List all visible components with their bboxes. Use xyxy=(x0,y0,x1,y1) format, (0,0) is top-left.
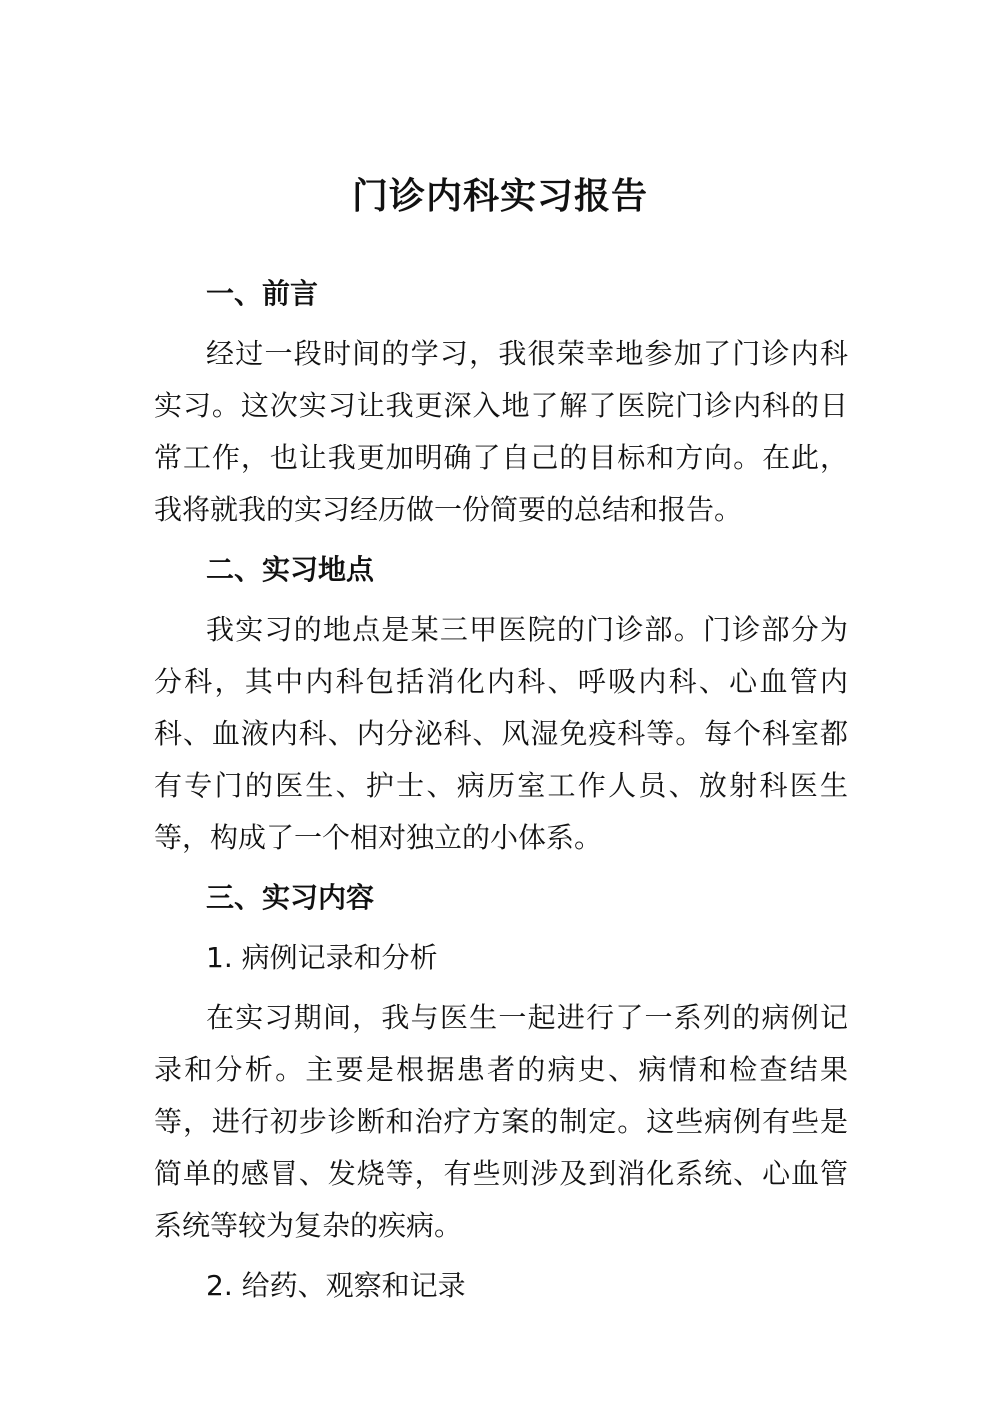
document-title: 门诊内科实习报告 xyxy=(351,176,648,218)
paragraph-case-records: 在实习期间，我与医生一起进行了一系列的病例记录和分析。主要是根据患者的病史、病情和检查结果等，进行初步诊断和治疗方案的制定。这些病例有些是简单的感冒、发烧等，有些则涉及到消化系统、心血管系统等较为复杂的疾病。 xyxy=(154,1001,848,1242)
subheading-case-records: 1. 病例记录和分析 xyxy=(206,941,438,974)
section-heading-content: 三、实习内容 xyxy=(206,881,375,914)
subheading-medication: 2. 给药、观察和记录 xyxy=(206,1269,466,1302)
section-heading-preface: 一、前言 xyxy=(206,277,319,310)
section-heading-location: 二、实习地点 xyxy=(206,553,375,586)
paragraph-location: 我实习的地点是某三甲医院的门诊部。门诊部分为分科，其中内科包括消化内科、呼吸内科、心血管内科、血液内科、内分泌科、风湿免疫科等。每个科室都有专门的医生、护士、病历室工作人员、放射科医生等，构成了一个相对独立的小体系。 xyxy=(154,613,848,854)
document-body xyxy=(154,268,848,1320)
paragraph-preface: 经过一段时间的学习，我很荣幸地参加了门诊内科实习。这次实习让我更深入地了解了医院门诊内科的日常工作，也让我更加明确了自己的目标和方向。在此，我将就我的实习经历做一份简要的总结和报告。 xyxy=(154,337,848,526)
